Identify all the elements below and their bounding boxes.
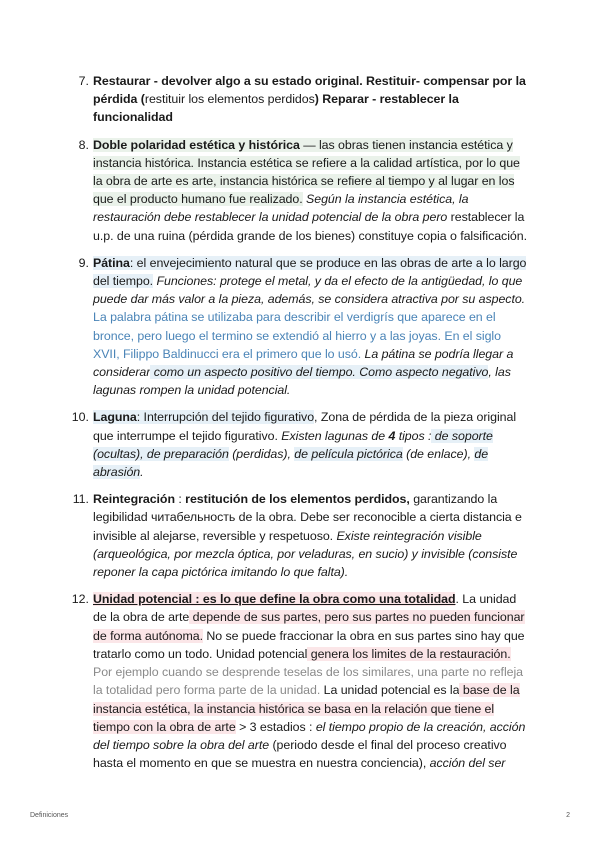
item-text — [93, 408, 530, 481]
text-span-italic: (de enlace), — [402, 446, 475, 461]
text-span-highlight-pink: depende de sus partes, pero sus partes no pueden funcionar de forma autónoma. — [93, 610, 525, 643]
text-span-highlight-pink: base de la instancia estética, la instancia histórica se basa en la relación que tiene el tiempo con la obra de arte — [93, 683, 520, 734]
text-span: : — [174, 492, 186, 507]
term-laguna: Laguna — [93, 410, 137, 425]
text-span: . La unidad de la obra de arte — [93, 592, 517, 625]
text-span-italic-highlight: como un aspecto positivo del tiempo. Como aspecto negativo — [150, 365, 489, 380]
term-unidad-potencial: Unidad potencial : es lo que define la obra como una totalidad — [93, 592, 456, 607]
footer-page-number: 2 — [566, 812, 570, 819]
text-span: garantizando la legibilidad читабельность de la obra. Debe ser reconocible a cierta distancia e invisible al alejarse, reversible y respetuoso. — [93, 492, 522, 543]
definitions-list — [0, 72, 600, 781]
item-number: 10. — [71, 410, 89, 425]
item-number: 11. — [72, 492, 89, 507]
text-span-italic: La pátina se podría llegar a considerar — [93, 346, 514, 380]
text-span-blue: La palabra pátina se utilizaba para describir el verdigrís que aparece en el bronce, pero luego el termino se extendió al hierro y a las joyas. En el siglo XVII, Filippo Baldinucci era el primero que lo usó. — [93, 310, 501, 361]
text-span: : el envejecimiento natural que se produce en las obras de arte a lo largo del tiempo. — [93, 255, 527, 289]
text-span-italic: acción del ser — [426, 756, 506, 771]
text-span-italic: Según la instancia estética, la restauración debe restablecer la unidad potencial de la obra pero — [93, 192, 469, 225]
text-span-italic: (perdidas), — [228, 446, 295, 461]
list-item — [0, 72, 600, 127]
text-span: restablecer la u.p. de una ruina (pérdida grande de los bienes) constituye copia o falsificación. — [93, 210, 527, 243]
list-item — [0, 490, 600, 581]
term-reintegracion: Reintegración — [93, 492, 175, 507]
item-text — [93, 590, 530, 772]
text-span-italic-highlight: de soporte (ocultas) — [93, 428, 493, 461]
text-span-italic-highlight: , de preparación — [140, 446, 229, 461]
text-span-italic: el tiempo propio de la creación, acción del tiempo sobre la obra del arte — [93, 719, 526, 752]
text-span: La unidad potencial es la — [320, 683, 460, 698]
text-span: : Interrupción del tejido figurativo — [136, 410, 315, 425]
term-doble-polaridad: Doble polaridad estética y histórica — [93, 137, 300, 152]
text-span-grey: Por ejemplo cuando se desprende teselas de los similares, una parte no refleja la totalidad pero forma parte de la unidad. — [93, 665, 524, 698]
item-number: 12. — [71, 592, 89, 607]
text-span-italic: tipos : — [395, 428, 432, 443]
text-span-italic: Existe reintegración visible (arqueológica, por mezcla óptica, por veladuras, en sucio) y invisible (consiste reponer la capa pictórica imitando lo que falta). — [93, 528, 518, 580]
list-item — [0, 136, 600, 245]
list-item — [0, 408, 600, 481]
item-text — [93, 254, 530, 400]
text-span: > 3 estadios : — [235, 719, 316, 734]
term-restaurar: Restaurar - devolver algo a su estado original. Restituir- compensar por la pérdida ( — [93, 74, 526, 107]
text-span-bold: 4 — [388, 428, 396, 443]
text-span-italic: Funciones: protege el metal, y da el efecto de la antigüedad, lo que puede dar más valor a la pieza, además, se considera atractiva por su aspecto. — [93, 274, 526, 307]
text-span-italic: , las lagunas rompen la unidad potencial. — [93, 365, 511, 398]
footer-title: Definiciones — [30, 812, 69, 819]
item-number: 9. — [78, 255, 89, 270]
text-span: restituir los elementos perdidos — [144, 92, 315, 107]
text-span: — las obras tienen instancia estética y instancia histórica. Instancia estética se refiere a la calidad artística, por lo que la obra de arte es arte, instancia histórica se refiere al tiempo y al lugar en los que el producto humano fue realizado. — [93, 137, 520, 207]
text-span-bold: restitución de los elementos perdidos, — [185, 492, 410, 507]
text-span-italic-highlight: de película pictórica — [294, 446, 403, 461]
text-span-italic: . — [140, 465, 144, 480]
text-span: , Zona de pérdida de la pieza original que interrumpe el tejido figurativo. — [93, 410, 517, 443]
list-item — [0, 590, 600, 772]
text-span: (periodo desde el final del proceso creativo hasta el momento en que se muestra en nuestra conciencia), — [93, 737, 507, 771]
item-number: 7. — [78, 74, 89, 88]
item-text — [93, 490, 530, 581]
term-patina: Pátina — [93, 255, 130, 270]
item-text — [93, 136, 530, 245]
item-text — [93, 72, 530, 127]
term-reparar: ) Reparar - restablecer la funcionalidad — [93, 92, 459, 125]
highlight-blue — [93, 410, 314, 424]
item-number: 8. — [78, 137, 89, 152]
text-span-italic-highlight: de abrasión — [93, 446, 489, 480]
text-span-italic: Existen lagunas de — [277, 428, 389, 443]
text-span-highlight-pink: genera los limites de la restauración. — [307, 646, 511, 661]
text-span: No se puede fraccionar la obra en sus partes sino hay que tratarlo como un todo. Unidad potencial — [93, 628, 525, 661]
list-item — [0, 254, 600, 400]
